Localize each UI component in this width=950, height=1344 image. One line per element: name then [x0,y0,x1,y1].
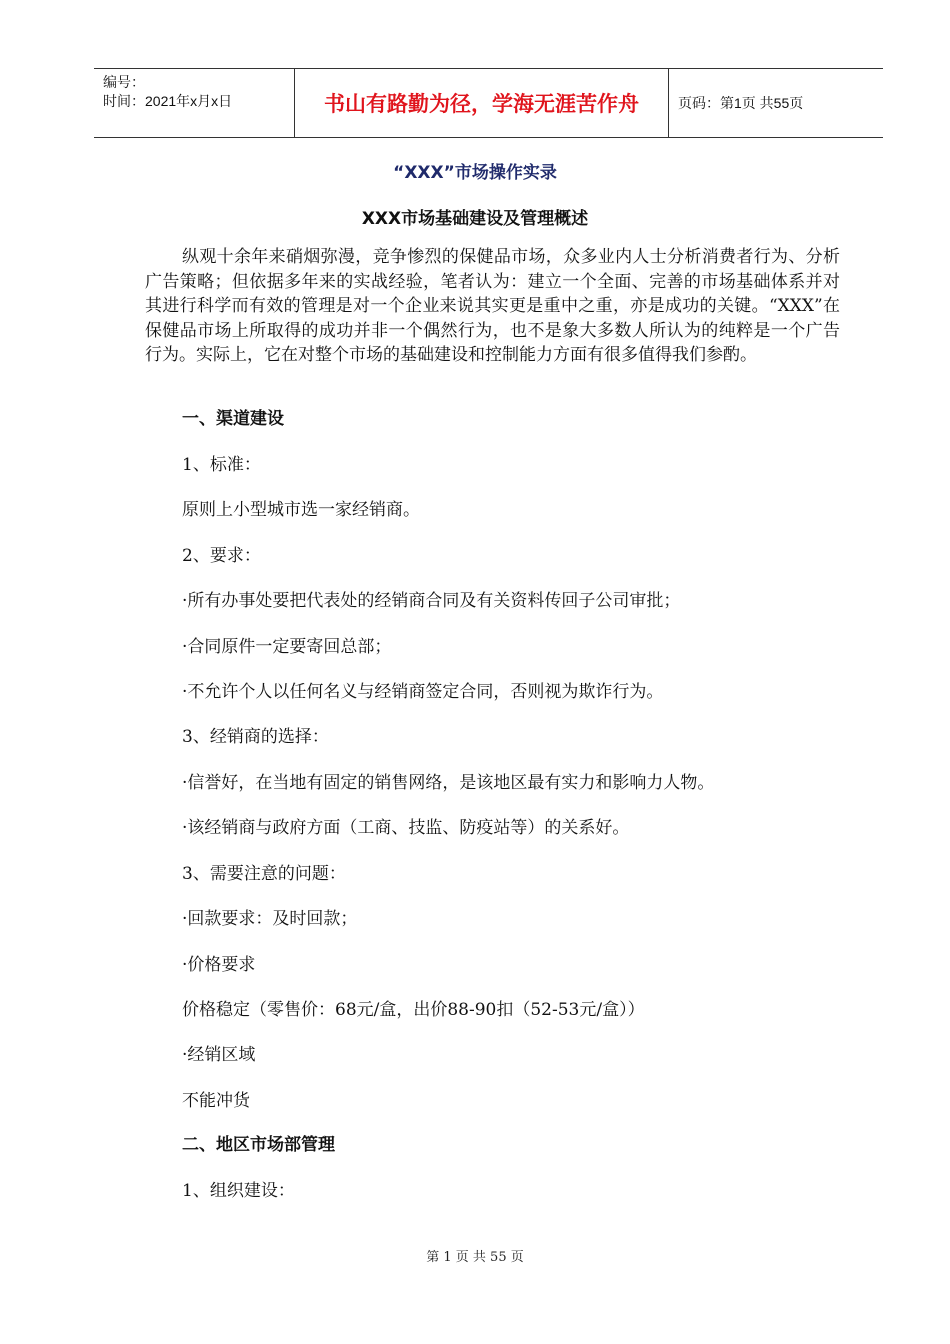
subheading-dealer-selection: 3、经销商的选择： [182,727,329,747]
bullet-item: ·信誉好，在当地有固定的销售网络，是该地区最有实力和影响力人物。 [182,773,715,793]
bullet-item: ·价格要求 [182,955,256,975]
section-heading-regional: 二、地区市场部管理 [182,1135,335,1155]
bullet-item: ·经销区域 [182,1045,256,1065]
subheading-standard: 1、标准： [182,455,261,475]
bullet-item: ·合同原件一定要寄回总部； [182,637,392,657]
subheading-requirements: 2、要求： [182,546,261,566]
page-footer: 第 1 页 共 55 页 [426,1250,524,1265]
body-line: 不能冲货 [182,1091,250,1111]
intro-paragraph: 纵观十余年来硝烟弥漫，竞争惨烈的保健品市场，众多业内人士分析消费者行为、分析广告策略；但依据多年来的实战经验，笔者认为：建立一个全面、完善的市场基础体系并对其进行科学而有效的管理是对一个企业来说其实更是重中之重，亦是成功的关键。“XXX”在保健品市场上所取得的成功并非一个偶然行为，也不是象大多数人所认为的纯粹是一个广告行为。实际上，它在对整个市场的基础建设和控制能力方面有很多值得我们参酌。 [145,247,840,365]
subheading-organization: 1、组织建设： [182,1181,295,1201]
bullet-item: ·回款要求：及时回款； [182,909,358,929]
body-line: 原则上小型城市选一家经销商。 [182,500,420,520]
serial-label: 编号： [103,74,145,90]
bullet-item: ·不允许个人以任何名义与经销商签定合同，否则视为欺诈行为。 [182,682,664,702]
document-header [94,68,883,138]
subheading-issues: 3、需要注意的问题： [182,864,346,884]
bullet-item: ·所有办事处要把代表处的经销商合同及有关资料传回子公司审批； [182,591,681,611]
document-title: “XXX”市场操作实录 [393,163,557,183]
section-heading-channel: 一、渠道建设 [182,409,284,429]
document-subtitle: XXX市场基础建设及管理概述 [361,209,589,229]
body-line: 价格稳定（零售价：68元/盒，出价88-90扣（52-53元/盒）） [182,1000,645,1020]
header-motto: 书山有路勤为径，学海无涯苦作舟 [294,69,669,137]
header-meta [94,69,294,137]
header-page-info: 页码：第1页 共55页 [678,95,804,111]
bullet-item: ·该经销商与政府方面（工商、技监、防疫站等）的关系好。 [182,818,630,838]
time-label: 时间：2021年x月x日 [103,93,233,109]
